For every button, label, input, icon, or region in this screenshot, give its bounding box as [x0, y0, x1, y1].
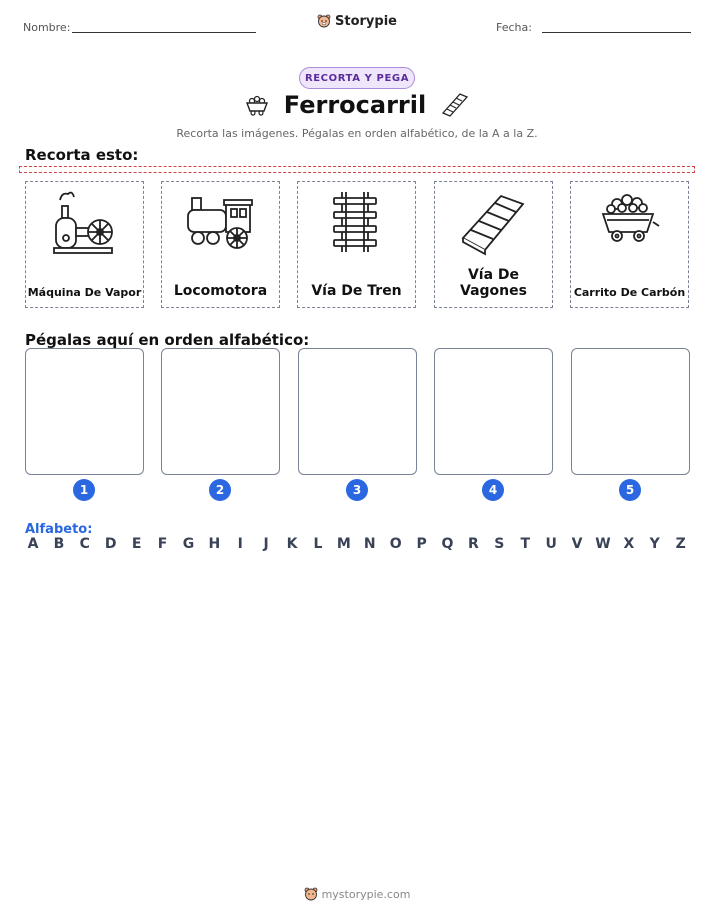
letter: B: [53, 536, 65, 552]
letter: O: [389, 536, 402, 552]
activity-badge: RECORTA Y PEGA: [299, 67, 415, 89]
letter: T: [520, 536, 530, 552]
coal-cart-icon: [593, 188, 665, 260]
coal-cart-icon: [244, 93, 270, 117]
train-track-icon: [320, 188, 392, 260]
footer-url[interactable]: mystorypie.com: [321, 887, 411, 901]
bear-logo-icon: [304, 887, 318, 901]
letter: F: [157, 536, 168, 552]
title-row: [0, 91, 714, 119]
locomotive-icon: [184, 188, 256, 260]
number-badge-3: 3: [346, 479, 368, 501]
letter: M: [336, 536, 351, 552]
letter: E: [131, 536, 142, 552]
letter: Y: [649, 536, 660, 552]
card-label-3: Vía De Tren: [311, 283, 402, 299]
letter: A: [27, 536, 39, 552]
name-label: Nombre:: [23, 21, 71, 34]
card-label-5: Carrito De Carbón: [573, 286, 686, 299]
letter: D: [104, 536, 117, 552]
alphabet-row: [25, 536, 689, 552]
alphabet-heading: Alfabeto:: [25, 522, 93, 537]
letter: U: [545, 536, 557, 552]
paste-box-5[interactable]: [571, 348, 690, 475]
date-line[interactable]: [542, 32, 691, 33]
card-label-4: Vía De Vagones: [460, 267, 527, 299]
cut-card-1[interactable]: [25, 181, 144, 308]
number-badge-1: 1: [73, 479, 95, 501]
letter: Q: [441, 536, 454, 552]
bear-logo-icon: [317, 14, 331, 28]
paste-box-1[interactable]: [25, 348, 144, 475]
brand-name: Storypie: [335, 13, 397, 29]
letter: N: [363, 536, 376, 552]
letter: C: [79, 536, 90, 552]
cut-heading: Recorta esto:: [25, 146, 139, 164]
brand: [0, 13, 714, 32]
letter: Z: [675, 536, 686, 552]
letter: V: [571, 536, 583, 552]
footer: [0, 887, 714, 904]
card-label-1: Máquina De Vapor: [27, 286, 142, 299]
number-badge-2: 2: [209, 479, 231, 501]
card-label-2: Locomotora: [173, 283, 268, 299]
paste-box-3[interactable]: [298, 348, 417, 475]
page-title: Ferrocarril: [283, 91, 427, 119]
cut-card-2[interactable]: [161, 181, 280, 308]
letter: W: [595, 536, 611, 552]
instructions: Recorta las imágenes. Pégalas en orden alfabético, de la A a la Z.: [176, 127, 538, 140]
letter: L: [313, 536, 323, 552]
paste-heading: Pégalas aquí en orden alfabético:: [25, 331, 310, 349]
letter: H: [208, 536, 221, 552]
letter: G: [182, 536, 195, 552]
letter: R: [468, 536, 479, 552]
number-badge-4: 4: [482, 479, 504, 501]
plank-track-icon: [457, 188, 529, 260]
steam-engine-icon: [48, 188, 120, 260]
letter: K: [286, 536, 298, 552]
plank-track-icon: [440, 91, 470, 119]
letter: J: [263, 536, 269, 552]
letter: P: [416, 536, 427, 552]
cut-card-4[interactable]: [434, 181, 553, 308]
cut-guide-line: [19, 166, 695, 173]
cut-card-5[interactable]: [570, 181, 689, 308]
letter: X: [623, 536, 635, 552]
name-line[interactable]: [72, 32, 256, 33]
paste-box-4[interactable]: [434, 348, 553, 475]
letter: I: [237, 536, 243, 552]
letter: S: [494, 536, 505, 552]
paste-box-2[interactable]: [161, 348, 280, 475]
cut-card-3[interactable]: [297, 181, 416, 308]
number-badge-5: 5: [619, 479, 641, 501]
date-label: Fecha:: [496, 21, 532, 34]
